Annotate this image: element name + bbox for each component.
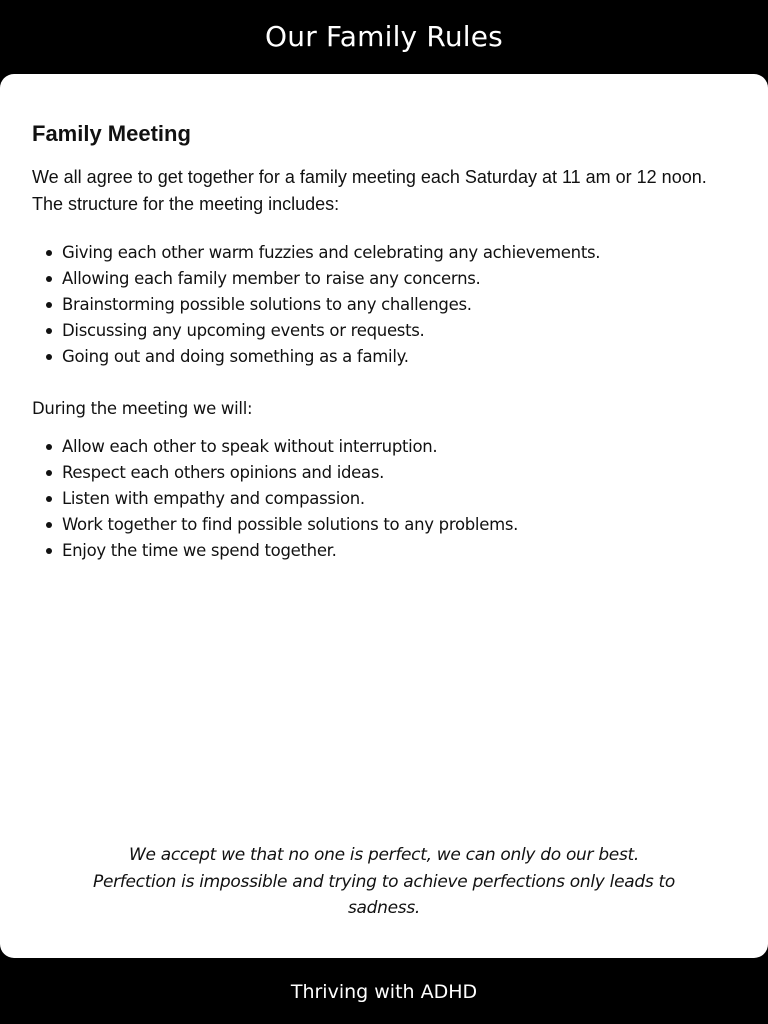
meeting-rules-list: [32, 434, 712, 564]
list-item: Giving each other warm fuzzies and celebrating any achievements.: [32, 240, 712, 266]
page-title: Our Family Rules: [265, 19, 503, 53]
page-footer: [0, 960, 768, 1024]
closing-statement: [60, 842, 708, 922]
list-item: Work together to find possible solutions to any problems.: [32, 512, 712, 538]
list-item: Respect each others opinions and ideas.: [32, 460, 712, 486]
intro-paragraph: We all agree to get together for a family meeting each Saturday at 11 am or 12 noon. The structure for the meeting includes:: [32, 167, 707, 214]
list-item: Enjoy the time we spend together.: [32, 538, 712, 564]
section-heading: Family Meeting: [32, 121, 191, 146]
footer-brand: Thriving with ADHD: [290, 981, 478, 1003]
list-item: Allow each other to speak without interruption.: [32, 434, 712, 460]
closing-line: We accept we that no one is perfect, we can only do our best.: [128, 845, 639, 865]
list-item: Discussing any upcoming events or requests.: [32, 318, 712, 344]
during-meeting-label: During the meeting we will:: [32, 399, 253, 418]
closing-line: Perfection is impossible and trying to achieve perfections only leads to sadness.: [93, 871, 675, 918]
meeting-structure-list: [32, 240, 712, 370]
list-item: Brainstorming possible solutions to any challenges.: [32, 292, 712, 318]
list-item: Going out and doing something as a family.: [32, 344, 712, 370]
list-item: Allowing each family member to raise any concerns.: [32, 266, 712, 292]
page-header: [0, 0, 768, 76]
list-item: Listen with empathy and compassion.: [32, 486, 712, 512]
